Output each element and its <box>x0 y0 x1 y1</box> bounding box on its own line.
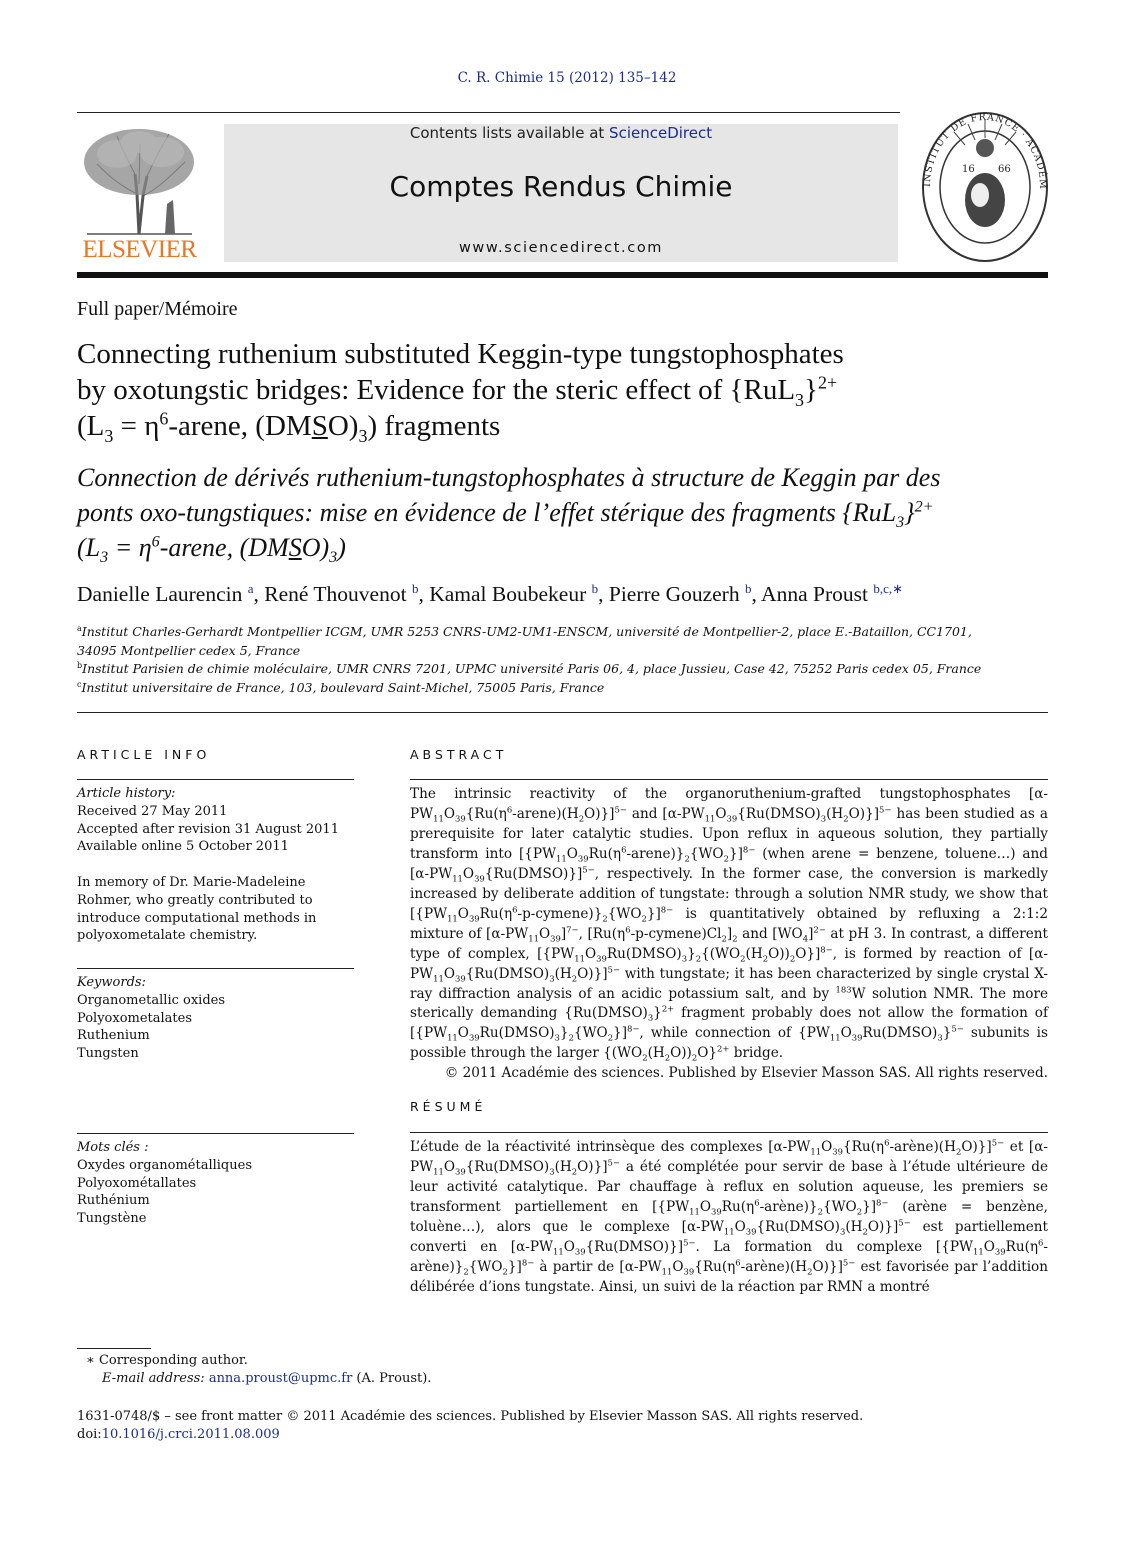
mot-cle[interactable]: Tungstène <box>77 1211 147 1227</box>
keyword[interactable]: Ruthenium <box>77 1028 150 1044</box>
sciencedirect-link[interactable]: ScienceDirect <box>609 124 713 142</box>
article-title: Connecting ruthenium substituted Keggin-type tungstophosphates by oxotungstic bridges: Evidence for the steric effect of $\{RuL_3\}^{2+}$ ($L_3$ = $\eta^6$-arene, $(DMSO)_3$) fragments <box>77 338 844 446</box>
divider <box>77 779 354 780</box>
section-rule <box>77 712 1048 713</box>
journal-url[interactable]: www.sciencedirect.com <box>458 240 664 256</box>
abstract-heading: ABSTRACT <box>410 747 508 762</box>
keywords: Keywords: Organometallic oxides Polyoxometalates Ruthenium Tungsten <box>77 974 362 1063</box>
contents-available-line: Contents lists available at ScienceDirect <box>409 124 713 142</box>
keyword[interactable]: Polyoxometalates <box>77 1010 193 1026</box>
divider <box>410 1132 1048 1133</box>
corresponding-author-note: ∗ Corresponding author. <box>86 1353 248 1368</box>
doi-line: doi:10.1016/j.crci.2011.08.009 <box>77 1427 280 1442</box>
mots-cles: Mots clés : Oxydes organométalliques Polyoxométallates Ruthénium Tungstène <box>77 1139 362 1228</box>
doi-link[interactable]: 10.1016/j.crci.2011.08.009 <box>101 1427 280 1442</box>
mot-cle[interactable]: Ruthénium <box>77 1193 150 1209</box>
author[interactable]: Pierre Gouzerh $^b$ <box>608 580 752 606</box>
author[interactable]: René Thouvenot $^b$ <box>264 580 419 606</box>
elsevier-tree-icon <box>77 124 202 236</box>
dedication-note: In memory of Dr. Marie-Madeleine Rohmer, who greatly contributed to introduce computational methods in polyoxometalate chemistry. <box>77 875 317 944</box>
author[interactable]: Anna Proust $^{b,c,∗}$ <box>761 580 903 606</box>
journal-citation[interactable]: C. R. Chimie 15 (2012) 135–142 <box>457 70 677 86</box>
section-label: Full paper/Mémoire <box>77 298 238 320</box>
affiliations: $^a$Institut Charles-Gerhardt Montpellier ICGM, UMR 5253 CNRS-UM2-UM1-ENSCM, université de Montpellier-2, place E.-Bataillon, CC1701, 34095 Montpellier cedex 5, France $^b$Institut Parisien de chimie moléculaire, UMR CNRS 7201, UPMC université Paris 06, 4, place Jussieu, Case 42, 75252 Paris cedex 05, France $^c$Institut universitaire de France, 103, boulevard Saint-Michel, 75005 Paris, France <box>77 623 1077 697</box>
journal-title: Comptes Rendus Chimie <box>389 170 733 203</box>
header-thick-rule <box>77 272 1048 278</box>
affiliation-c: $^c$Institut universitaire de France, 103, boulevard Saint-Michel, 75005 Paris, France <box>77 679 605 695</box>
divider <box>77 968 354 969</box>
mot-cle[interactable]: Oxydes organométalliques <box>77 1157 252 1173</box>
divider <box>77 1133 354 1134</box>
keyword[interactable]: Tungsten <box>77 1046 139 1062</box>
seal-year-right: 66 <box>998 164 1011 175</box>
article-info-heading: ARTICLE INFO <box>77 747 211 762</box>
author-list: Danielle Laurencin $^a$, René Thouvenot $^b$, Kamal Boubekeur $^b$, Pierre Gouzerh $^b$, Anna Proust $^{b,c,∗}$ <box>77 580 903 606</box>
resume-text: L’étude de la réactivité intrinsèque des complexes $[\alpha-PW_{11}O_{39}\{Ru(\eta^6-arène)(H_2O)\}]^{5-}$ et $[\alpha-PW_{11}O_{39}\{Ru(DMSO)_3(H_2O)\}]^{5-}$ a été complétée pour servir de base à l’étude ultérieure de leur activité catalytique. Par chauffage à reflux en solution aqueuse, les premiers se transforment partiellement en $[\{PW_{11}O_{39}Ru(\eta^6-arène)\}_2\{WO_2\}]^{8-}$ (arène = benzène, toluène…), alors que le complexe $[\alpha-PW_{11}O_{39}\{Ru(DMSO)_3(H_2O)\}]^{5-}$ est partiellement converti en $[\alpha-PW_{11}O_{39}\{Ru(DMSO)\}]^{5-}$. La formation du complexe $[\{PW_{11}O_{39}Ru(\eta^6-arène)\}_2\{WO_2\}]^{8-}$ à partir de $[\alpha-PW_{11}O_{39}\{Ru(\eta^6-arène)(H_2O)\}]^{5-}$ est favorisée par l’addition délibérée d’ions tungstate. Ainsi, un suivi de la réaction par RMN a montré <box>410 1138 1048 1295</box>
academie-seal-icon <box>920 110 1050 264</box>
journal-header-banner <box>224 124 898 262</box>
resume-heading: RÉSUMÉ <box>410 1099 487 1114</box>
keyword[interactable]: Organometallic oxides <box>77 992 226 1008</box>
issn-line: 1631-0748/$ – see front matter © 2011 Académie des sciences. Published by Elsevier Masson SAS. All rights reserved. <box>77 1409 864 1424</box>
author[interactable]: Kamal Boubekeur $^b$ <box>429 580 599 606</box>
elsevier-logo <box>77 124 202 264</box>
mot-cle[interactable]: Polyoxométallates <box>77 1175 197 1191</box>
article-history: Article history: Received 27 May 2011 Accepted after revision 31 August 2011 Available online 5 October 2011 <box>77 786 339 855</box>
elsevier-wordmark: ELSEVIER <box>82 236 197 263</box>
affiliation-a: $^a$Institut Charles-Gerhardt Montpellier ICGM, UMR 5253 CNRS-UM2-UM1-ENSCM, université de Montpellier-2, place E.-Bataillon, CC1701, <box>77 623 972 639</box>
abstract-copyright: © 2011 Académie des sciences. Published by Elsevier Masson SAS. All rights reserved. <box>444 1065 1048 1081</box>
seal-year-left: 16 <box>962 164 975 175</box>
abstract-text: The intrinsic reactivity of the organoruthenium-grafted tungstophosphates $[\alpha-PW_{11}O_{39}\{Ru(\eta^6-arene)(H_2O)\}]^{5-}$ and $[\alpha-PW_{11}O_{39}\{Ru(DMSO)_3(H_2O)\}]^{5-}$ has been studied as a prerequisite for later catalytic studies. Upon reflux in aqueous solution, they partially transform into $[\{PW_{11}O_{39}Ru(\eta^6-arene)\}_2\{WO_2\}]^{8-}$ (when arene = benzene, toluene…) and $[\alpha-PW_{11}O_{39}\{Ru(DMSO)\}]^{5-}$, respectively. In the former case, the conversion is markedly increased by deliberate addition of tungstate: through a solution NMR study, we show that $[\{PW_{11}O_{39}Ru(\eta^6-p-cymene)\}_2\{WO_2\}]^{8-}$ is quantitatively obtained by refluxing a 2:1:2 mixture of $[\alpha-PW_{11}O_{39}]^{7-}$, $[Ru(\eta^6-p-cymene)Cl_2]_2$ and $[WO_4]^{2-}$ at pH 3. In contrast, a different type of complex, $[\{PW_{11}O_{39}Ru(DMSO)_3\}_2\{(WO_2(H_2O))_2O\}]^{8-}$, is formed by reaction of $[\alpha-PW_{11}O_{39}\{Ru(DMSO)_3(H_2O)\}]^{5-}$ with tungstate; it has been characterized by single crystal X-ray diffraction analysis of an acidic potassium salt, and by $^{183}$W solution NMR. The more sterically demanding $\{Ru(DMSO)_3\}^{2+}$ fragment probably does not allow the formation of $[\{PW_{11}O_{39}Ru(DMSO)_3\}_2\{WO_2\}]^{8-}$, while connection of $\{PW_{11}O_{39}Ru(DMSO)_3\}^{5-}$ subunits is possible through the larger $\{(WO_2(H_2O))_2O\}^{2+}$ bridge. <box>410 786 1049 1064</box>
author[interactable]: Danielle Laurencin $^a$ <box>77 580 254 606</box>
email-line: E-mail address: anna.proust@upmc.fr (A. Proust). <box>102 1371 432 1386</box>
seal-inscription: INSTITUT DE FRANCE · ACADÉM <box>921 111 1049 190</box>
article-title-french: Connection de dérivés ruthenium-tungstophosphates à structure de Keggin par des ponts oxo-tungstiques: mise en évidence de l’effet stérique des fragments $\{RuL_3\}^{2+}$ ($L_3$ = $\eta^6$-arene, $(DMSO)_3$) <box>77 463 941 567</box>
academie-seal <box>920 110 1050 264</box>
footnote-rule <box>77 1348 151 1349</box>
affiliation-b: $^b$Institut Parisien de chimie moléculaire, UMR CNRS 7201, UPMC université Paris 06, 4, place Jussieu, Case 42, 75252 Paris cedex 05, France <box>77 660 982 676</box>
email-link[interactable]: anna.proust@upmc.fr <box>208 1371 353 1386</box>
divider <box>410 779 1048 780</box>
header-rule <box>77 112 900 113</box>
